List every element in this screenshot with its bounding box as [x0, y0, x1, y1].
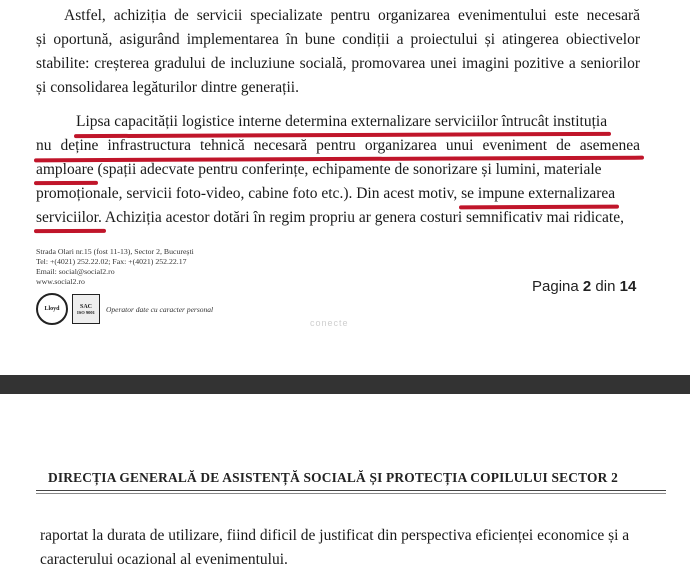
page-label: Pagina [532, 278, 579, 295]
underlined-text: se impune externalizarea [461, 185, 616, 202]
text-line [36, 110, 640, 134]
page-total: 14 [619, 278, 637, 295]
iso-certification-icon [72, 294, 100, 324]
operator-text: Operator date cu caracter personal [106, 304, 214, 314]
lloyd-logo-icon [36, 293, 68, 325]
page-separator [0, 375, 690, 394]
logo-text: SAC [79, 303, 92, 310]
text-span: Achiziția acestor dotări în regim propriu ar genera costuri semnificativ mai ridicate, [104, 209, 624, 226]
text-line: și oportună, asigurând implementarea în bune condiții a proiectului și atingerea obiectivelor [36, 31, 640, 48]
text-span: (spații adecvate pentru conferințe, echipamente de sonorizare și lumini, materiale [97, 161, 602, 178]
website-text: www.social2.ro [36, 277, 85, 286]
document-page-2 [0, 394, 690, 575]
page-of: din [595, 278, 616, 295]
footer-address [36, 247, 194, 287]
underlined-text: amploare [36, 161, 94, 178]
text-line: și consolidarea legăturilor dintre generații. [36, 79, 299, 96]
page-current: 2 [582, 278, 592, 295]
text-line [36, 158, 640, 182]
text-line [36, 182, 640, 206]
text-line [36, 134, 640, 158]
paragraph-logistics [36, 110, 640, 230]
header-rule [36, 490, 666, 491]
logo-text: Lloyd [44, 306, 60, 312]
paragraph-justification [36, 4, 640, 100]
text-line: raportat la durata de utilizare, fiind dificil de justificat din perspectiva eficienței economice și a [40, 527, 630, 544]
text-line: Astfel, achiziția de servicii specializate pentru organizarea evenimentului este necesară [64, 7, 640, 24]
header-rule [36, 493, 666, 494]
phone-text: Tel: +(4021) 252.22.02; Fax: +(4021) 252.22.17 [36, 257, 187, 266]
institution-header: DIRECȚIA GENERALĂ DE ASISTENȚĂ SOCIALĂ ȘI PROTECȚIA COPILULUI SECTOR 2 [48, 470, 618, 485]
text-line: stabilite: creșterea gradului de incluziune socială, promovarea unei imagini pozitive a seniorilor [36, 55, 640, 72]
address-text: Strada Olari nr.15 (fost 11-13), Sector 2, București [36, 247, 194, 256]
underlined-text: nu deține infrastructura tehnică necesară pentru organizarea unui eveniment de asemenea [36, 137, 640, 154]
paragraph-continuation [40, 524, 640, 572]
underlined-text: serviciilor. [36, 209, 102, 226]
email-text: Email: social@social2.ro [36, 267, 115, 276]
underlined-text: Lipsa capacității logistice interne determina externalizare serviciilor întrucât instituția [76, 113, 608, 130]
page-number [532, 278, 636, 295]
text-line: caracterului ocazional al evenimentului. [40, 551, 288, 568]
text-span: promoționale, servicii foto-video, cabine foto etc.). Din acest motiv, [36, 185, 458, 202]
watermark: conecte [310, 318, 349, 328]
text-line [36, 206, 640, 230]
footer-logos [36, 292, 213, 326]
logo-subtext: ISO 9001 [77, 309, 95, 315]
